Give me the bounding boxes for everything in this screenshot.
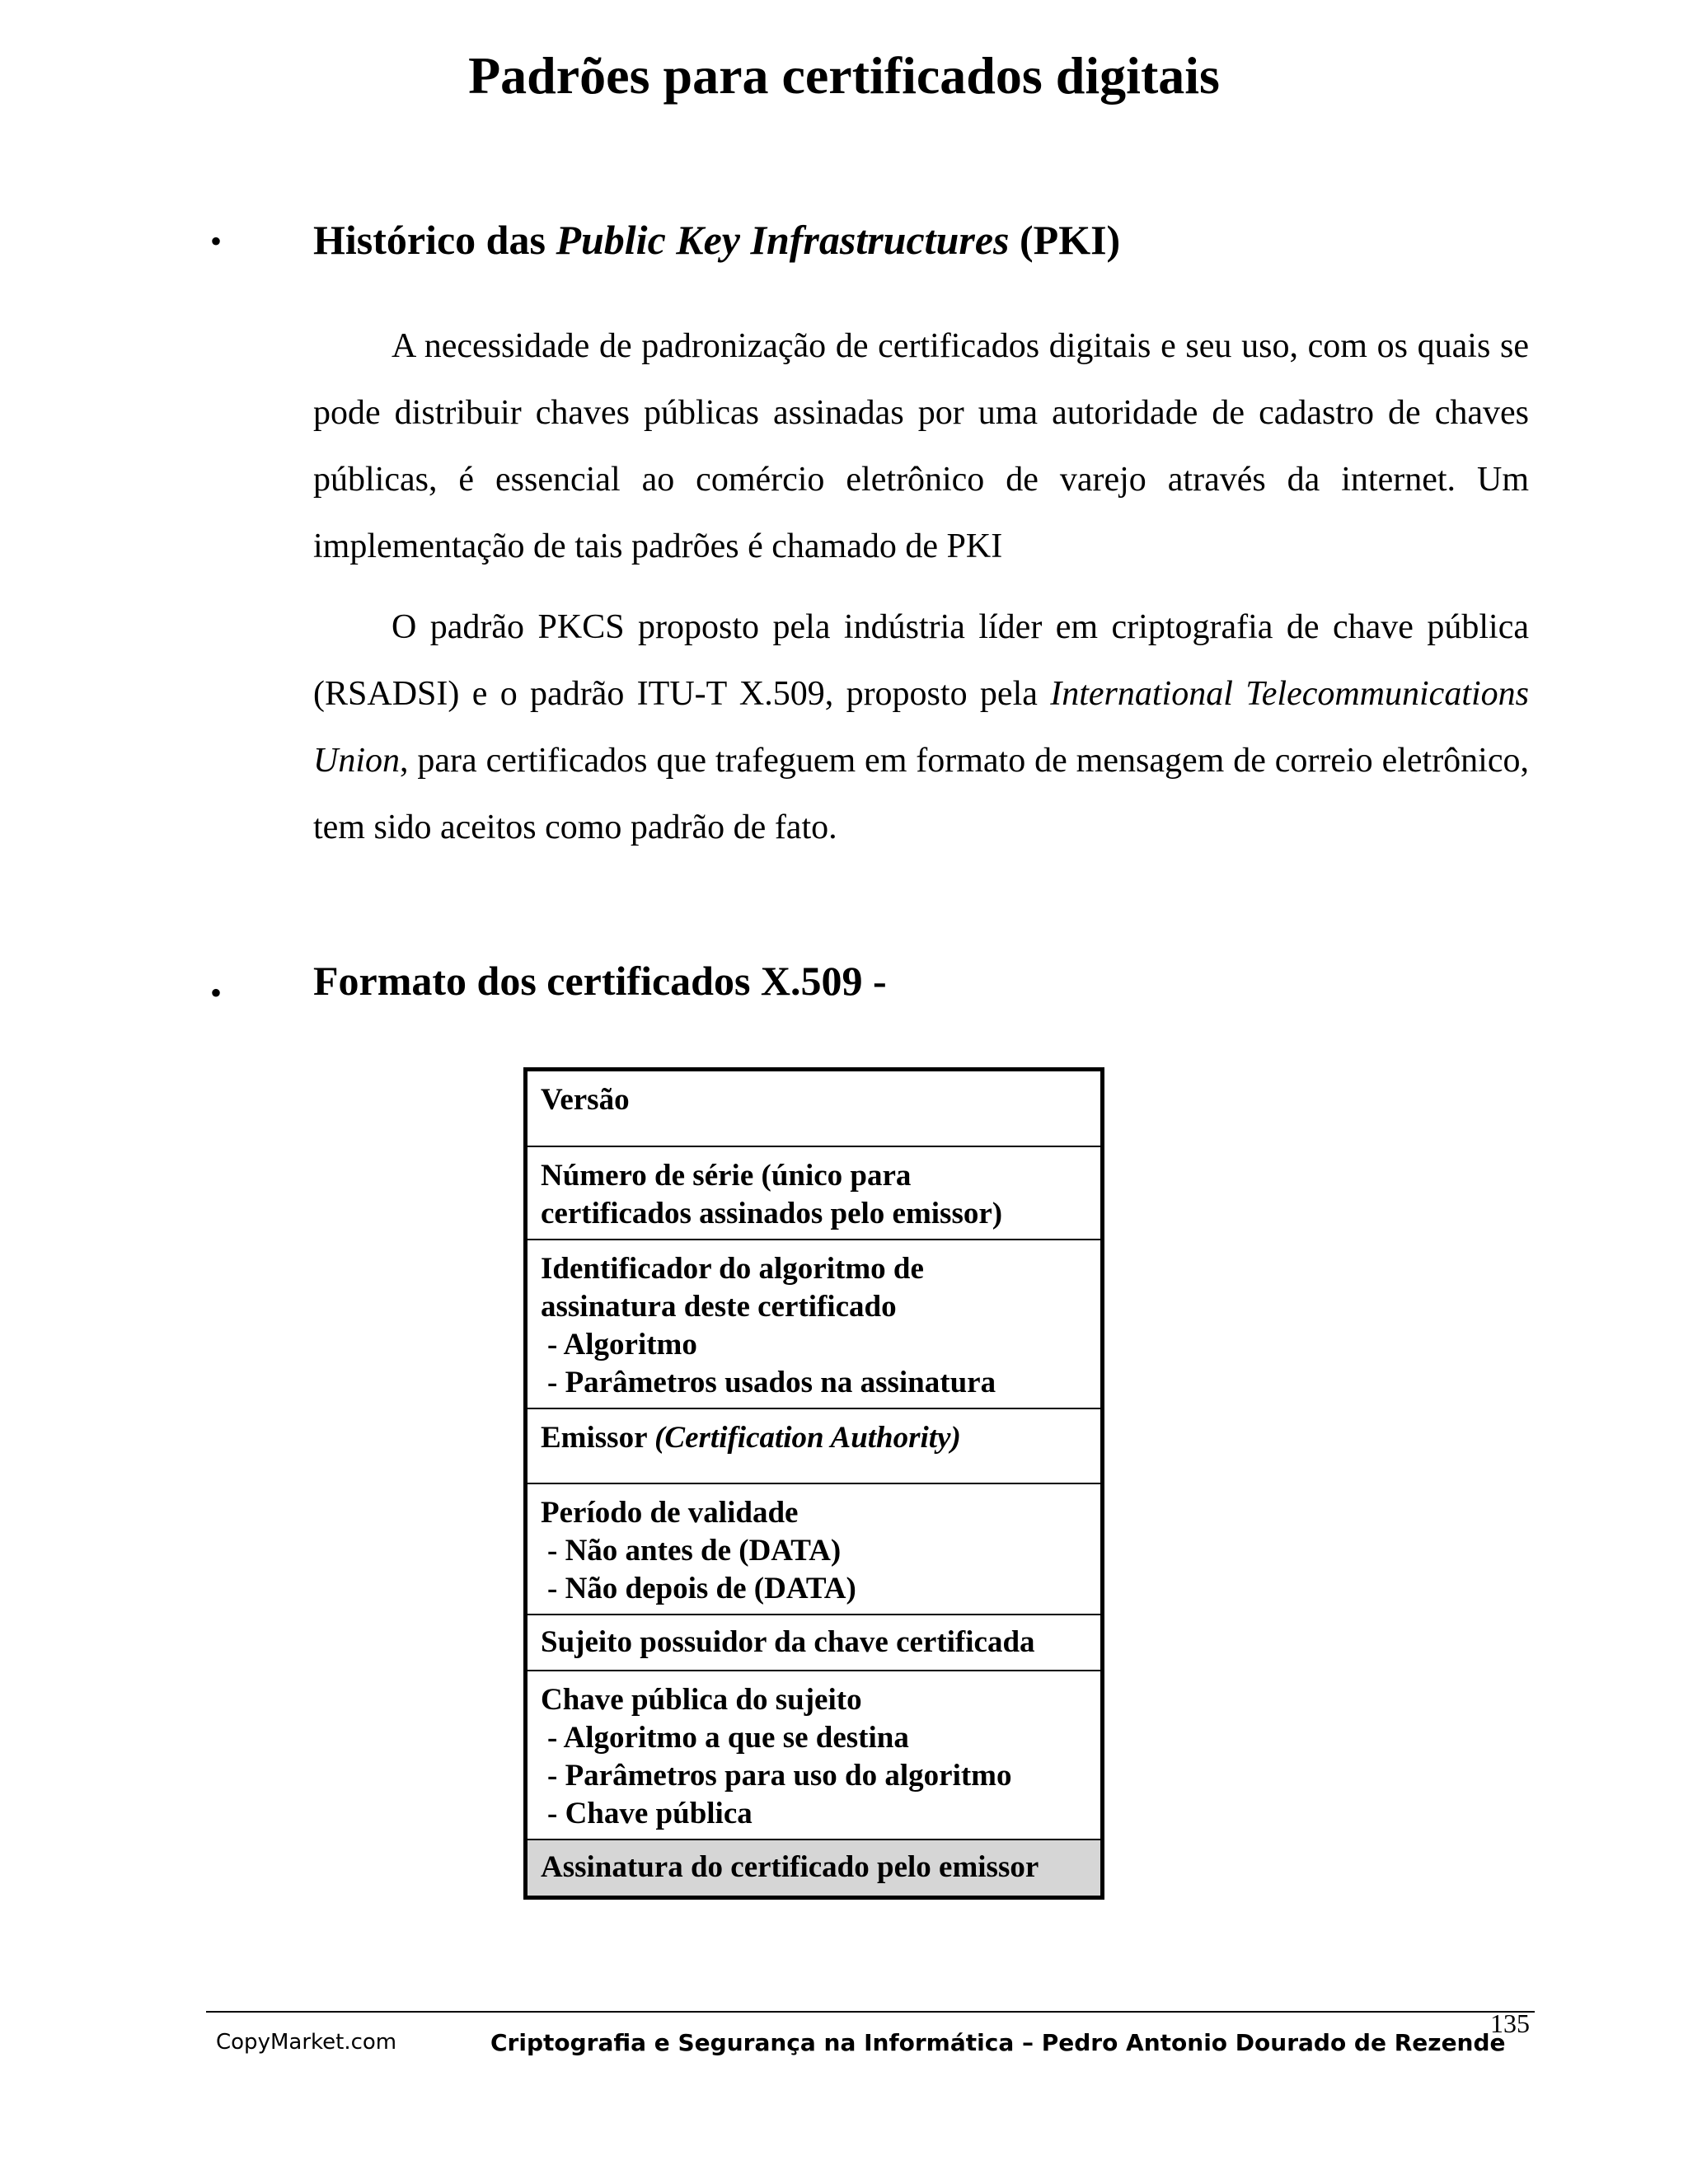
footer-publisher: CopyMarket.com (216, 2030, 397, 2055)
table-cell-text: - Não depois de (DATA) (547, 1572, 856, 1605)
table-cell-text: Número de série (único para (541, 1159, 912, 1193)
table-row-emissor (528, 1409, 1100, 1484)
section-heading-x509: Formato dos certificados X.509 - (313, 958, 887, 1004)
bullet-icon: • (210, 223, 223, 260)
heading-italic-text: Public Key Infrastructures (556, 217, 1010, 263)
table-row-identificador-algoritmo (528, 1240, 1100, 1409)
table-cell-text: - Algoritmo a que se destina (547, 1721, 909, 1755)
table-cell-text: - Algoritmo (547, 1328, 697, 1361)
paragraph-pki-standards (313, 594, 1529, 861)
footer-divider (206, 2011, 1535, 2013)
table-cell-text: Chave pública do sujeito (541, 1683, 862, 1717)
paragraph-italic-text: International Telecommunications Union (313, 675, 1530, 780)
table-cell-text: - Chave pública (547, 1797, 753, 1830)
table-cell-text: Período de validade (541, 1496, 799, 1530)
table-cell-text: - Parâmetros para uso do algoritmo (547, 1759, 1012, 1793)
section-heading-pki (313, 216, 1120, 264)
table-row-sujeito (528, 1615, 1100, 1671)
paragraph-text: O padrão PKCS proposto pela indústria líder em criptografia de chave pública (RSADSI) e o padrão ITU-T X.509, proposto pela (313, 608, 1529, 713)
table-row-chave-publica (528, 1671, 1100, 1840)
table-cell-text: Versão (541, 1083, 630, 1117)
table-cell-text (541, 1419, 1087, 1457)
heading-text: Histórico das (313, 217, 556, 263)
table-cell-text: certificados assinados pelo emissor) (541, 1197, 1003, 1230)
page-number: 135 (1490, 2008, 1530, 2038)
table-cell-text: assinatura deste certificado (541, 1290, 897, 1324)
table-row-periodo-validade (528, 1484, 1100, 1615)
emissor-text: Emissor (541, 1421, 655, 1455)
emissor-italic-text: (Certification Authority) (654, 1421, 961, 1455)
table-cell-text: Identificador do algoritmo de (541, 1252, 924, 1286)
table-cell-text: - Parâmetros usados na assinatura (547, 1366, 996, 1399)
bullet-icon: • (210, 974, 223, 1011)
table-cell-text: Assinatura do certificado pelo emissor (541, 1850, 1039, 1884)
footer-book-title: Criptografia e Segurança na Informática – Pedro Antonio Dourado de Rezende (490, 2029, 1506, 2056)
table-row-assinatura (528, 1840, 1100, 1896)
x509-format-table (523, 1067, 1104, 1900)
page-title: Padrões para certificados digitais (468, 46, 1220, 105)
heading-text: (PKI) (1009, 217, 1121, 263)
paragraph-text: , para certificados que trafeguem em formato de mensagem de correio eletrônico, tem sido aceitos como padrão de fato. (313, 742, 1529, 846)
table-row-numero-serie (528, 1147, 1100, 1240)
table-row-versao (528, 1071, 1100, 1147)
table-cell-text: Sujeito possuidor da chave certificada (541, 1625, 1035, 1659)
paragraph-pki-intro: A necessidade de padronização de certificados digitais e seu uso, com os quais se pode distribuir chaves públicas assinadas por uma autoridade de cadastro de chaves públicas, é essencial ao comércio eletrônico de varejo através da internet. Um implementação de tais padrões é chamado de PKI (313, 327, 1529, 565)
table-cell-text: - Não antes de (DATA) (547, 1534, 842, 1568)
